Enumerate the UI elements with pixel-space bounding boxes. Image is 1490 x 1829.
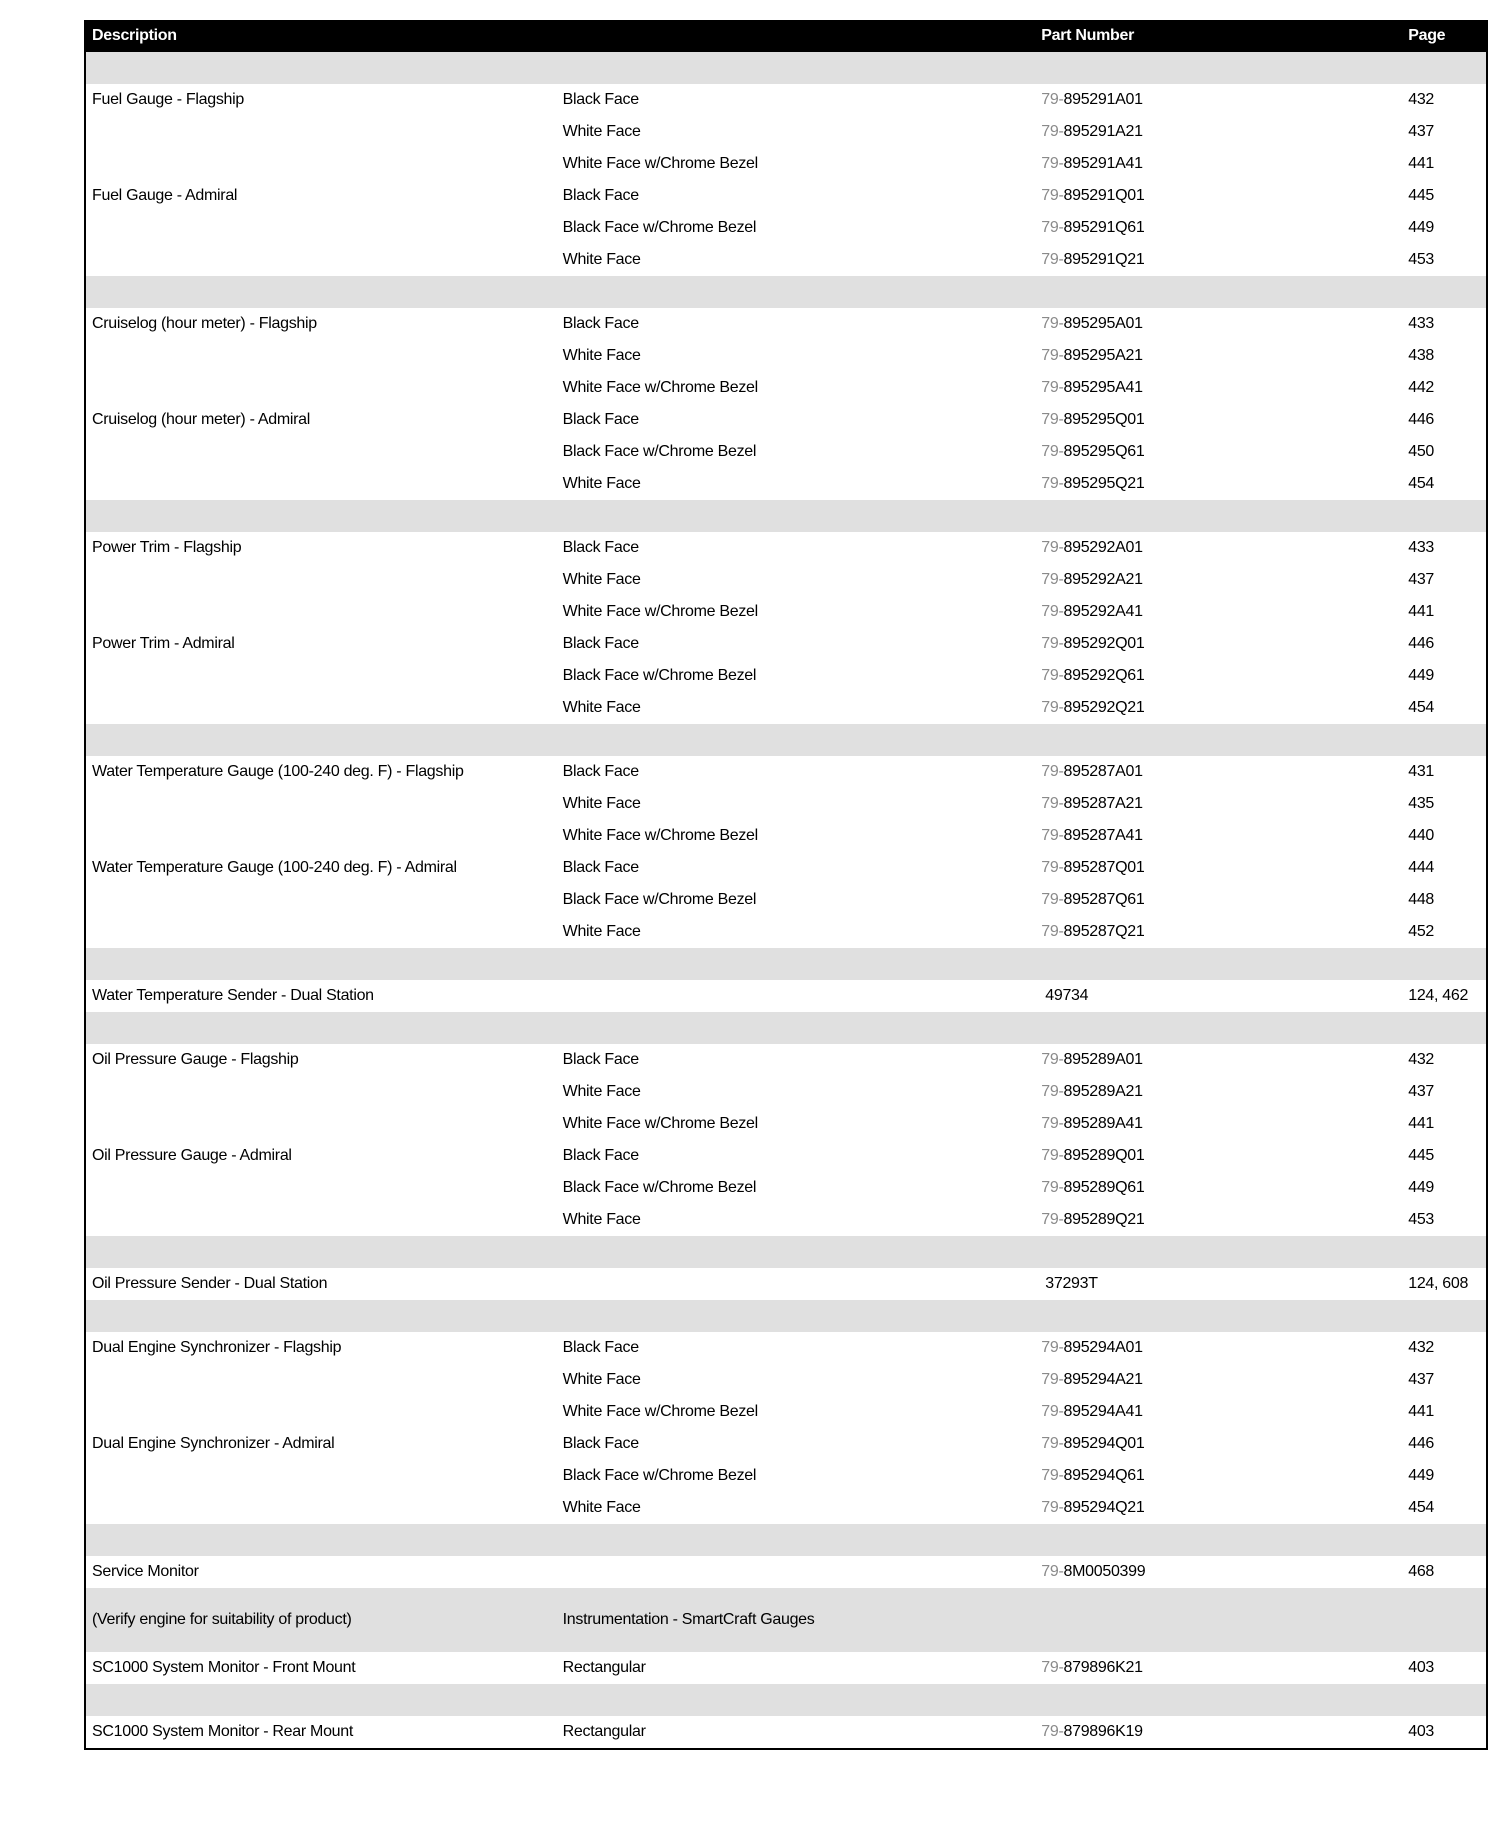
table-row — [86, 692, 1486, 724]
cell-part-number — [1041, 1083, 1408, 1101]
part-number-prefix: 79- — [1041, 539, 1064, 556]
table-row — [86, 916, 1486, 948]
part-number-prefix: 79- — [1041, 763, 1064, 780]
cell-part-number — [1041, 1275, 1408, 1293]
cell-description: (Verify engine for suitability of product) — [92, 1611, 352, 1628]
cell-page: 468 — [1408, 1563, 1435, 1580]
cell-part-number — [1041, 1563, 1408, 1581]
cell-part-number — [1041, 1179, 1408, 1197]
cell-part-number — [1041, 1371, 1408, 1389]
cell-page: 437 — [1408, 571, 1435, 588]
part-number-prefix: 79- — [1041, 123, 1064, 140]
part-number-value: 8M0050399 — [1063, 1563, 1146, 1580]
separator-row — [86, 52, 1486, 84]
cell-page: 437 — [1408, 1371, 1435, 1388]
part-number-value: 895289Q21 — [1063, 1211, 1145, 1228]
table-row — [86, 1556, 1486, 1588]
table-row — [86, 1492, 1486, 1524]
cell-variant: Black Face — [562, 1339, 639, 1356]
cell-part-number — [1041, 603, 1408, 621]
table-row — [86, 148, 1486, 180]
cell-page: 448 — [1408, 891, 1435, 908]
cell-part-number — [1041, 1403, 1408, 1421]
cell-variant: White Face — [562, 251, 641, 268]
cell-variant: Black Face — [562, 411, 639, 428]
cell-page: 454 — [1408, 699, 1435, 716]
cell-description: Cruiselog (hour meter) - Flagship — [92, 315, 317, 332]
cell-page: 444 — [1408, 859, 1435, 876]
table-row — [86, 1332, 1486, 1364]
part-number-prefix: 79- — [1041, 1115, 1064, 1132]
cell-part-number — [1041, 411, 1408, 429]
header-page: Page — [1408, 27, 1446, 44]
part-number-value: 895292A41 — [1063, 603, 1143, 620]
table-row — [86, 1076, 1486, 1108]
cell-description: SC1000 System Monitor - Rear Mount — [92, 1723, 354, 1740]
table-row — [86, 212, 1486, 244]
cell-variant: Rectangular — [562, 1659, 646, 1676]
part-number-prefix: 79- — [1041, 603, 1064, 620]
part-number-prefix: 79- — [1041, 667, 1064, 684]
cell-variant: Black Face — [562, 315, 639, 332]
cell-variant: Instrumentation - SmartCraft Gauges — [562, 1611, 815, 1628]
cell-part-number — [1041, 347, 1408, 365]
part-number-value: 895294Q21 — [1063, 1499, 1145, 1516]
cell-part-number — [1041, 379, 1408, 397]
parts-table — [84, 20, 1488, 1750]
cell-variant: Black Face — [562, 1435, 639, 1452]
table-row — [86, 660, 1486, 692]
part-number-prefix: 79- — [1041, 347, 1064, 364]
cell-page: 445 — [1408, 1147, 1435, 1164]
table-row — [86, 1140, 1486, 1172]
cell-page: 449 — [1408, 1179, 1435, 1196]
table-row — [86, 820, 1486, 852]
cell-part-number — [1041, 891, 1408, 909]
cell-description: Oil Pressure Gauge - Admiral — [92, 1147, 292, 1164]
cell-page: 442 — [1408, 379, 1435, 396]
table-body — [86, 52, 1486, 1748]
cell-page: 454 — [1408, 475, 1435, 492]
cell-part-number — [1041, 1499, 1408, 1517]
cell-part-number — [1041, 475, 1408, 493]
cell-part-number — [1041, 987, 1408, 1005]
part-number-prefix: 79- — [1041, 411, 1064, 428]
cell-page: 441 — [1408, 1115, 1435, 1132]
table-row — [86, 756, 1486, 788]
cell-part-number — [1041, 635, 1408, 653]
part-number-value: 895289A41 — [1063, 1115, 1143, 1132]
cell-variant: White Face — [562, 123, 641, 140]
cell-variant: Black Face — [562, 763, 639, 780]
part-number-prefix: 79- — [1041, 1371, 1064, 1388]
part-number-value: 49734 — [1045, 987, 1089, 1004]
cell-variant: White Face w/Chrome Bezel — [562, 1403, 758, 1420]
table-row — [86, 884, 1486, 916]
cell-variant: White Face — [562, 475, 641, 492]
cell-page: 441 — [1408, 603, 1435, 620]
cell-description: Dual Engine Synchronizer - Flagship — [92, 1339, 342, 1356]
table-row — [86, 564, 1486, 596]
part-number-prefix: 79- — [1041, 1211, 1064, 1228]
cell-part-number — [1041, 251, 1408, 269]
cell-variant: Black Face w/Chrome Bezel — [562, 1467, 757, 1484]
cell-page: 449 — [1408, 219, 1435, 236]
cell-description: Power Trim - Flagship — [92, 539, 242, 556]
cell-part-number — [1041, 1051, 1408, 1069]
cell-page: 432 — [1408, 1339, 1435, 1356]
cell-variant: White Face — [562, 1371, 641, 1388]
cell-description: Oil Pressure Sender - Dual Station — [92, 1275, 328, 1292]
part-number-prefix: 79- — [1041, 187, 1064, 204]
cell-variant: White Face w/Chrome Bezel — [562, 827, 758, 844]
cell-variant: Black Face w/Chrome Bezel — [562, 1179, 757, 1196]
part-number-value: 895287Q61 — [1063, 891, 1145, 908]
separator-row — [86, 276, 1486, 308]
cell-page: 450 — [1408, 443, 1435, 460]
table-row — [86, 788, 1486, 820]
separator-row — [86, 1300, 1486, 1332]
part-number-prefix: 79- — [1041, 1659, 1064, 1676]
table-row — [86, 84, 1486, 116]
cell-description: SC1000 System Monitor - Front Mount — [92, 1659, 356, 1676]
cell-description: Dual Engine Synchronizer - Admiral — [92, 1435, 335, 1452]
cell-variant: Rectangular — [562, 1723, 646, 1740]
part-number-value: 895291A01 — [1063, 91, 1143, 108]
table-row — [86, 308, 1486, 340]
cell-part-number — [1041, 315, 1408, 333]
cell-variant: White Face w/Chrome Bezel — [562, 155, 758, 172]
cell-part-number — [1041, 1435, 1408, 1453]
cell-page: 124, 462 — [1408, 987, 1469, 1004]
cell-page: 446 — [1408, 411, 1435, 428]
table-row — [86, 1396, 1486, 1428]
cell-page: 446 — [1408, 635, 1435, 652]
header-part-number: Part Number — [1041, 27, 1135, 44]
part-number-value: 895287Q01 — [1063, 859, 1145, 876]
part-number-value: 895295Q21 — [1063, 475, 1145, 492]
cell-page: 453 — [1408, 1211, 1435, 1228]
cell-variant: Black Face — [562, 187, 639, 204]
part-number-value: 879896K21 — [1063, 1659, 1143, 1676]
cell-page: 446 — [1408, 1435, 1435, 1452]
cell-variant: White Face — [562, 1083, 641, 1100]
cell-page: 449 — [1408, 667, 1435, 684]
table-row — [86, 1460, 1486, 1492]
part-number-value: 895292Q61 — [1063, 667, 1145, 684]
part-number-value: 895295Q61 — [1063, 443, 1145, 460]
cell-variant: White Face w/Chrome Bezel — [562, 1115, 758, 1132]
part-number-value: 895295A41 — [1063, 379, 1143, 396]
cell-part-number — [1041, 795, 1408, 813]
cell-variant: Black Face — [562, 1147, 639, 1164]
cell-variant: Black Face — [562, 635, 639, 652]
cell-page: 440 — [1408, 827, 1435, 844]
separator-row — [86, 1236, 1486, 1268]
cell-part-number — [1041, 539, 1408, 557]
cell-page: 403 — [1408, 1723, 1435, 1740]
cell-description: Water Temperature Gauge (100-240 deg. F) - Flagship — [92, 763, 464, 780]
cell-part-number — [1041, 699, 1408, 717]
cell-variant: White Face — [562, 571, 641, 588]
part-number-prefix: 79- — [1041, 1435, 1064, 1452]
cell-page: 453 — [1408, 251, 1435, 268]
part-number-prefix: 79- — [1041, 859, 1064, 876]
table-row — [86, 596, 1486, 628]
cell-page: 432 — [1408, 1051, 1435, 1068]
part-number-prefix: 79- — [1041, 795, 1064, 812]
cell-page: 454 — [1408, 1499, 1435, 1516]
table-row — [86, 1044, 1486, 1076]
part-number-prefix: 79- — [1041, 379, 1064, 396]
cell-page: 441 — [1408, 155, 1435, 172]
cell-page: 449 — [1408, 1467, 1435, 1484]
cell-description: Power Trim - Admiral — [92, 635, 235, 652]
cell-page: 441 — [1408, 1403, 1435, 1420]
cell-description: Service Monitor — [92, 1563, 199, 1580]
cell-variant: White Face — [562, 1499, 641, 1516]
part-number-value: 895292Q01 — [1063, 635, 1145, 652]
part-number-prefix: 79- — [1041, 219, 1064, 236]
cell-part-number — [1041, 1211, 1408, 1229]
cell-variant: Black Face w/Chrome Bezel — [562, 667, 757, 684]
cell-page: 445 — [1408, 187, 1435, 204]
part-number-value: 895291A21 — [1063, 123, 1143, 140]
header-description: Description — [92, 27, 177, 44]
part-number-value: 895287A01 — [1063, 763, 1143, 780]
part-number-value: 895291A41 — [1063, 155, 1143, 172]
part-number-value: 895294Q01 — [1063, 1435, 1145, 1452]
cell-part-number — [1041, 923, 1408, 941]
cell-part-number — [1041, 571, 1408, 589]
part-number-prefix: 79- — [1041, 443, 1064, 460]
cell-variant: Black Face w/Chrome Bezel — [562, 443, 757, 460]
part-number-value: 895294A41 — [1063, 1403, 1143, 1420]
table-row — [86, 404, 1486, 436]
cell-part-number — [1041, 667, 1408, 685]
part-number-prefix: 79- — [1041, 891, 1064, 908]
table-row — [86, 980, 1486, 1012]
part-number-value: 895292A01 — [1063, 539, 1143, 556]
cell-description: Cruiselog (hour meter) - Admiral — [92, 411, 311, 428]
cell-page: 452 — [1408, 923, 1435, 940]
cell-part-number — [1041, 155, 1408, 173]
separator-row — [86, 724, 1486, 756]
part-number-prefix: 79- — [1041, 571, 1064, 588]
separator-row — [86, 1012, 1486, 1044]
cell-variant: Black Face — [562, 859, 639, 876]
part-number-prefix: 79- — [1041, 1179, 1064, 1196]
part-number-value: 895291Q01 — [1063, 187, 1145, 204]
part-number-value: 895289Q61 — [1063, 1179, 1145, 1196]
cell-part-number — [1041, 1339, 1408, 1357]
table-row — [86, 1364, 1486, 1396]
cell-page: 124, 608 — [1408, 1275, 1469, 1292]
part-number-value: 895291Q21 — [1063, 251, 1145, 268]
part-number-value: 895295A21 — [1063, 347, 1143, 364]
table-row — [86, 244, 1486, 276]
cell-page: 403 — [1408, 1659, 1435, 1676]
cell-page: 438 — [1408, 347, 1435, 364]
cell-part-number — [1041, 827, 1408, 845]
part-number-value: 37293T — [1045, 1275, 1098, 1292]
part-number-value: 895294A01 — [1063, 1339, 1143, 1356]
cell-part-number — [1041, 443, 1408, 461]
separator-row — [86, 948, 1486, 980]
cell-page: 432 — [1408, 91, 1435, 108]
part-number-prefix: 79- — [1041, 923, 1064, 940]
table-row — [86, 468, 1486, 500]
table-row — [86, 116, 1486, 148]
cell-description: Fuel Gauge - Flagship — [92, 91, 245, 108]
part-number-prefix: 79- — [1041, 1723, 1064, 1740]
cell-variant: Black Face — [562, 91, 639, 108]
cell-description: Oil Pressure Gauge - Flagship — [92, 1051, 299, 1068]
cell-description: Water Temperature Sender - Dual Station — [92, 987, 374, 1004]
cell-part-number — [1041, 859, 1408, 877]
part-number-prefix: 79- — [1041, 91, 1064, 108]
cell-variant: White Face — [562, 347, 641, 364]
cell-part-number — [1041, 219, 1408, 237]
table-row — [86, 1108, 1486, 1140]
cell-variant: White Face — [562, 795, 641, 812]
cell-description: Fuel Gauge - Admiral — [92, 187, 238, 204]
separator-row — [86, 1684, 1486, 1716]
part-number-value: 895292Q21 — [1063, 699, 1145, 716]
cell-page: 435 — [1408, 795, 1435, 812]
table-row — [86, 852, 1486, 884]
table-row — [86, 1652, 1486, 1684]
cell-variant: Black Face — [562, 1051, 639, 1068]
part-number-value: 895287A41 — [1063, 827, 1143, 844]
part-number-prefix: 79- — [1041, 1403, 1064, 1420]
cell-page: 433 — [1408, 315, 1435, 332]
separator-row — [86, 1524, 1486, 1556]
cell-part-number — [1041, 1115, 1408, 1133]
table-row — [86, 532, 1486, 564]
part-number-prefix: 79- — [1041, 315, 1064, 332]
part-number-value: 895287A21 — [1063, 795, 1143, 812]
part-number-value: 895289A01 — [1063, 1051, 1143, 1068]
cell-part-number — [1041, 91, 1408, 109]
part-number-prefix: 79- — [1041, 1339, 1064, 1356]
cell-page: 431 — [1408, 763, 1435, 780]
cell-variant: White Face — [562, 1211, 641, 1228]
cell-variant: Black Face — [562, 539, 639, 556]
table-row — [86, 1716, 1486, 1748]
part-number-value: 895292A21 — [1063, 571, 1143, 588]
cell-part-number — [1041, 1147, 1408, 1165]
table-row — [86, 340, 1486, 372]
part-number-value: 895295A01 — [1063, 315, 1143, 332]
cell-part-number — [1041, 187, 1408, 205]
part-number-prefix: 79- — [1041, 699, 1064, 716]
table-row — [86, 628, 1486, 660]
part-number-value: 895295Q01 — [1063, 411, 1145, 428]
cell-variant: White Face w/Chrome Bezel — [562, 603, 758, 620]
part-number-value: 895289Q01 — [1063, 1147, 1145, 1164]
part-number-value: 895287Q21 — [1063, 923, 1145, 940]
table-row — [86, 1428, 1486, 1460]
part-number-value: 895291Q61 — [1063, 219, 1145, 236]
part-number-prefix: 79- — [1041, 155, 1064, 172]
table-row — [86, 1172, 1486, 1204]
part-number-value: 895294Q61 — [1063, 1467, 1145, 1484]
part-number-prefix: 79- — [1041, 251, 1064, 268]
part-number-prefix: 79- — [1041, 1563, 1064, 1580]
cell-variant: Black Face w/Chrome Bezel — [562, 891, 757, 908]
table-header — [86, 20, 1486, 52]
table-row — [86, 1204, 1486, 1236]
table-row — [86, 372, 1486, 404]
cell-variant: White Face w/Chrome Bezel — [562, 379, 758, 396]
cell-page: 437 — [1408, 1083, 1435, 1100]
part-number-prefix: 79- — [1041, 1147, 1064, 1164]
cell-part-number — [1041, 1723, 1408, 1741]
cell-part-number — [1041, 123, 1408, 141]
part-number-value: 895294A21 — [1063, 1371, 1143, 1388]
cell-page: 437 — [1408, 123, 1435, 140]
cell-variant: White Face — [562, 699, 641, 716]
part-number-value: 895289A21 — [1063, 1083, 1143, 1100]
table-row — [86, 1268, 1486, 1300]
table-row — [86, 436, 1486, 468]
part-number-prefix: 79- — [1041, 635, 1064, 652]
cell-part-number — [1041, 1467, 1408, 1485]
part-number-prefix: 79- — [1041, 475, 1064, 492]
section-note-row — [86, 1588, 1486, 1652]
separator-row — [86, 500, 1486, 532]
cell-part-number — [1041, 1659, 1408, 1677]
cell-variant: White Face — [562, 923, 641, 940]
cell-part-number — [1041, 763, 1408, 781]
part-number-prefix: 79- — [1041, 1467, 1064, 1484]
cell-variant: Black Face w/Chrome Bezel — [562, 219, 757, 236]
part-number-prefix: 79- — [1041, 1499, 1064, 1516]
part-number-value: 879896K19 — [1063, 1723, 1143, 1740]
part-number-prefix: 79- — [1041, 1051, 1064, 1068]
table-row — [86, 180, 1486, 212]
part-number-prefix: 79- — [1041, 1083, 1064, 1100]
cell-description: Water Temperature Gauge (100-240 deg. F) - Admiral — [92, 859, 457, 876]
cell-page: 433 — [1408, 539, 1435, 556]
part-number-prefix: 79- — [1041, 827, 1064, 844]
